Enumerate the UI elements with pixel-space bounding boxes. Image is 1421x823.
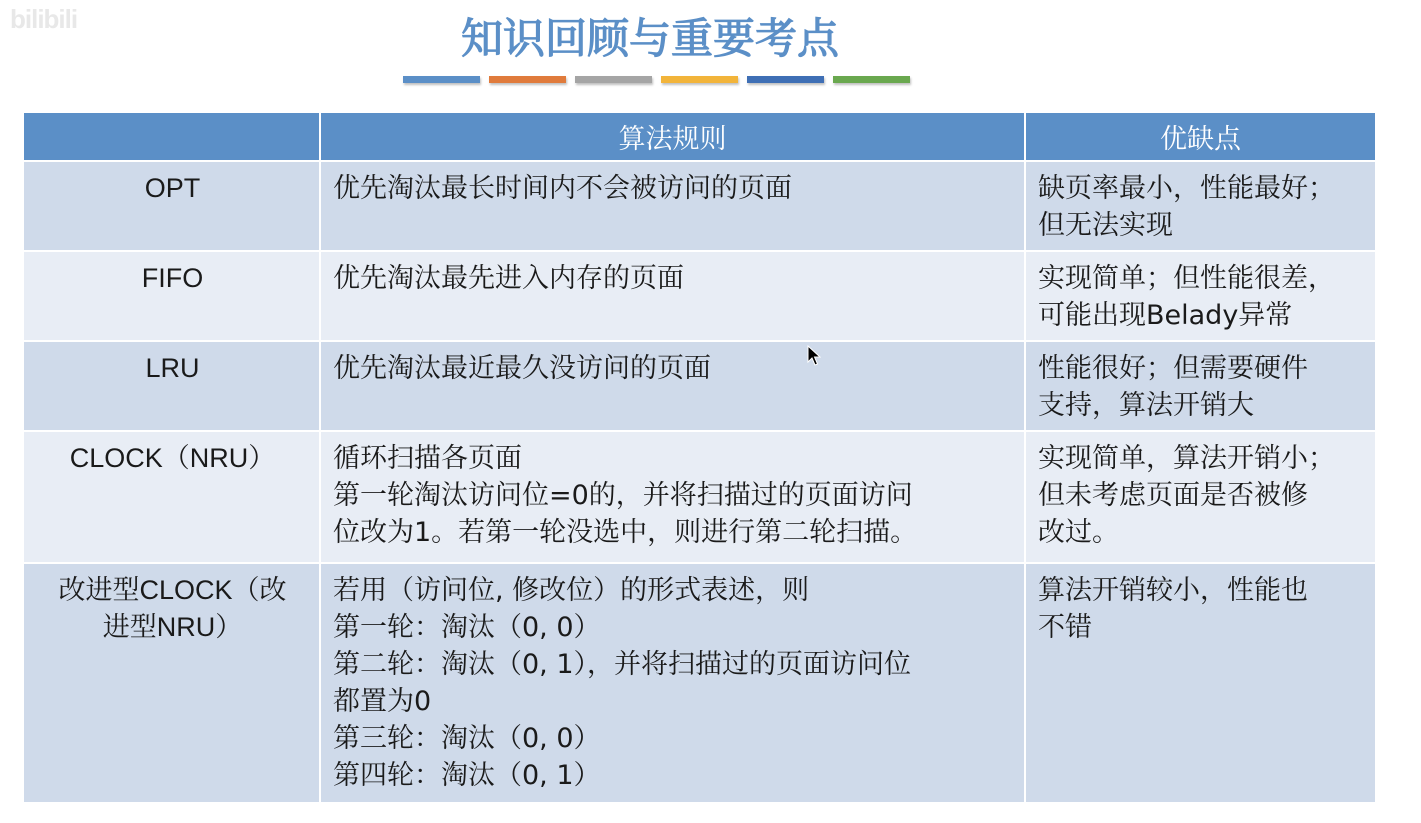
- color-bar-segment: [489, 76, 566, 83]
- table-header-row: [23, 112, 1376, 161]
- algorithm-rule: [320, 431, 1025, 563]
- algorithm-name-line: 进型NRU）: [102, 612, 243, 642]
- pros-cons-line: 支持，算法开销大: [1038, 390, 1254, 421]
- pros-cons: [1025, 251, 1376, 341]
- rule-line: 循环扫描各页面: [333, 443, 522, 474]
- rule-line: 优先淘汰最先进入内存的页面: [333, 263, 684, 294]
- table-row: [23, 251, 1376, 341]
- rule-line: 位改为1。若第一轮没选中，则进行第二轮扫描。: [333, 517, 918, 548]
- color-bar: [403, 76, 910, 83]
- rule-line: 第三轮：淘汰（0, 0）: [333, 723, 601, 754]
- algorithm-name-line: 改进型CLOCK（改: [58, 575, 287, 605]
- pros-cons-line: 但未考虑页面是否被修: [1038, 480, 1308, 511]
- page-title: 知识回顾与重要考点: [460, 14, 839, 63]
- rule-line: 都置为0: [333, 686, 432, 717]
- pros-cons: [1025, 341, 1376, 431]
- rule-line: 第一轮淘汰访问位=0的，并将扫描过的页面访问: [333, 480, 913, 511]
- algorithm-rule: [320, 161, 1025, 251]
- algorithm-rule: [320, 341, 1025, 431]
- rule-line: 第二轮：淘汰（0, 1），并将扫描过的页面访问位: [333, 649, 912, 680]
- pros-cons: [1025, 161, 1376, 251]
- pros-cons-line: 不错: [1038, 612, 1092, 643]
- header-algorithm: [23, 112, 320, 161]
- color-bar-segment: [661, 76, 738, 83]
- algorithm-name-text: OPT: [144, 173, 201, 203]
- algorithm-table: [22, 111, 1377, 804]
- rule-line: 优先淘汰最近最久没访问的页面: [333, 353, 711, 384]
- algorithm-name: [23, 431, 320, 563]
- color-bar-segment: [747, 76, 824, 83]
- pros-cons: [1025, 431, 1376, 563]
- table-row: [23, 341, 1376, 431]
- algorithm-rule: [320, 251, 1025, 341]
- algorithm-name: [23, 251, 320, 341]
- algorithm-name: [23, 161, 320, 251]
- rule-line: 若用（访问位, 修改位）的形式表述，则: [333, 575, 810, 606]
- pros-cons-line: 可能出现Belady异常: [1038, 300, 1293, 331]
- color-bar-segment: [575, 76, 652, 83]
- color-bar-segment: [833, 76, 910, 83]
- pros-cons-line: 性能很好；但需要硬件: [1038, 353, 1308, 384]
- algorithm-name-text: CLOCK（NRU）: [69, 443, 276, 473]
- algorithm-name: [23, 341, 320, 431]
- pros-cons-line: 实现简单，算法开销小；: [1038, 443, 1335, 474]
- pros-cons-line: 缺页率最小，性能最好；: [1038, 173, 1335, 204]
- pros-cons-line: 但无法实现: [1038, 210, 1173, 241]
- pros-cons-line: 改过。: [1038, 517, 1119, 548]
- watermark-logo: bilibili: [10, 4, 78, 34]
- algorithm-name: [23, 563, 320, 803]
- rule-line: 优先淘汰最长时间内不会被访问的页面: [333, 173, 792, 204]
- algorithm-name-text: LRU: [145, 353, 200, 383]
- algorithm-rule: [320, 563, 1025, 803]
- algorithm-name-text: FIFO: [141, 263, 204, 293]
- pros-cons-line: 实现简单；但性能很差，: [1038, 263, 1335, 294]
- color-bar-segment: [403, 76, 480, 83]
- header-pros-cons: 优缺点: [1025, 112, 1376, 161]
- pros-cons-line: 算法开销较小，性能也: [1038, 575, 1308, 606]
- table-row: [23, 563, 1376, 803]
- table-row: [23, 161, 1376, 251]
- pros-cons: [1025, 563, 1376, 803]
- header-rule: 算法规则: [320, 112, 1025, 161]
- rule-line: 第一轮：淘汰（0, 0）: [333, 612, 601, 643]
- table-row: [23, 431, 1376, 563]
- mouse-pointer-icon: [807, 345, 821, 367]
- rule-line: 第四轮：淘汰（0, 1）: [333, 760, 601, 791]
